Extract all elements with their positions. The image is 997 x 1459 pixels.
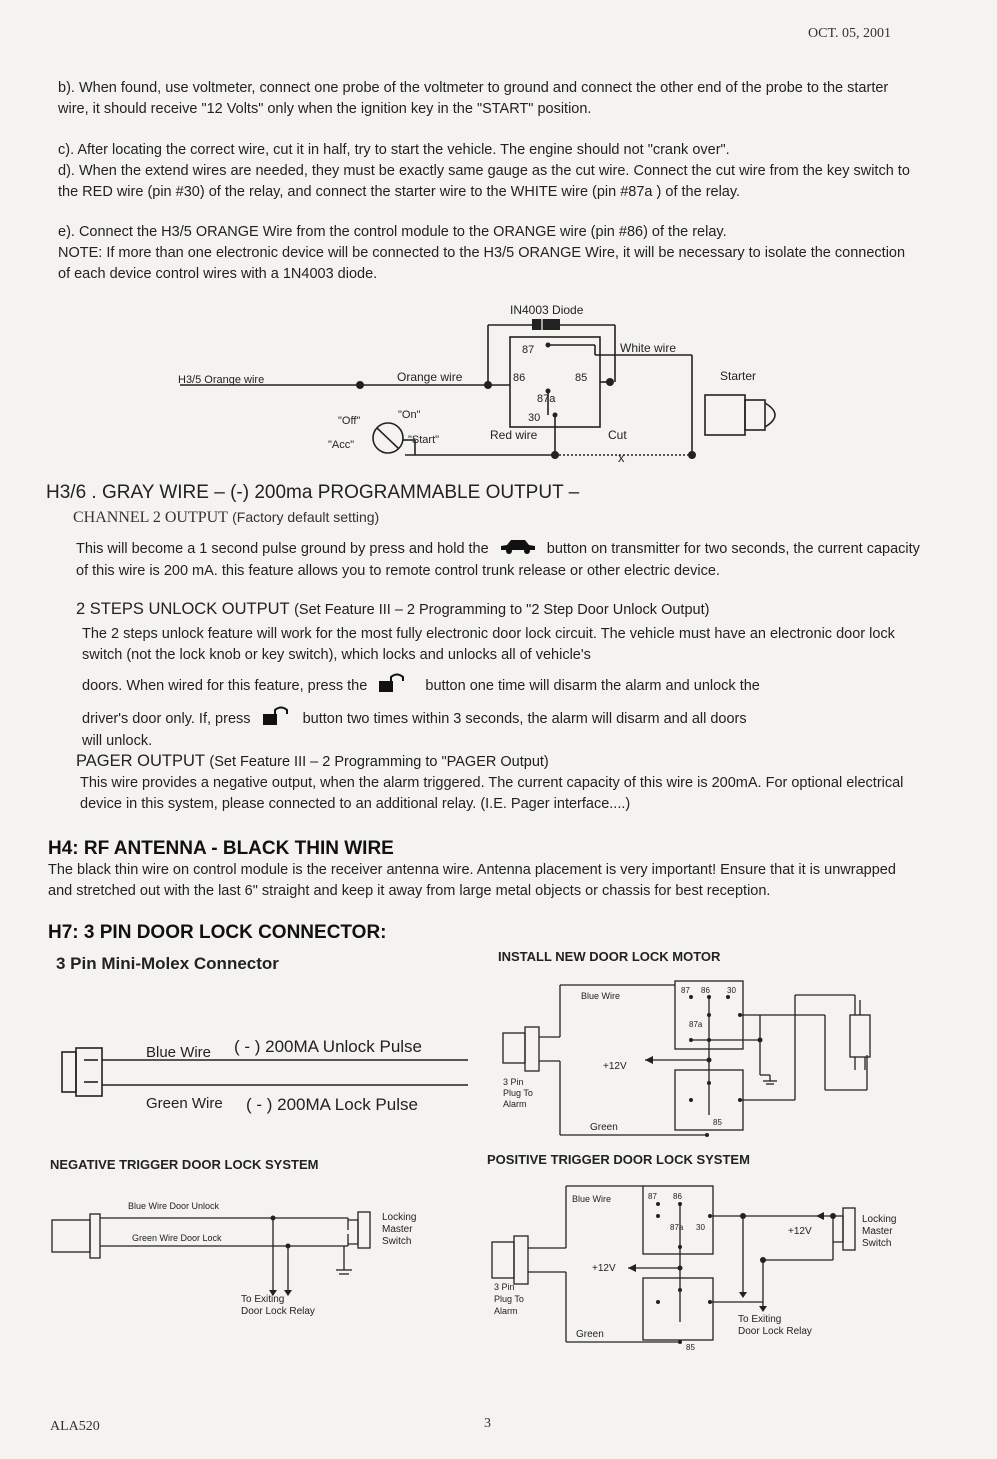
h35-wire-label: H3/5 Orange wire xyxy=(178,374,265,386)
pin-87-label: 87 xyxy=(522,344,535,356)
step-c: c). After locating the correct wire, cut it in half, try to start the vehicle. The engine should not "crank over". xyxy=(58,142,730,158)
negative-trigger-title: NEGATIVE TRIGGER DOOR LOCK SYSTEM xyxy=(50,1157,319,1172)
molex-connector-diagram xyxy=(58,1030,478,1125)
white-wire-label: White wire xyxy=(620,341,677,355)
starter-label: Starter xyxy=(720,369,757,383)
motor-p30-label: 30 xyxy=(727,986,736,995)
pin-87a-label: 87a xyxy=(537,393,556,405)
motor-plug-line3: Alarm xyxy=(503,1099,527,1109)
neg-relay-line2: Door Lock Relay xyxy=(241,1306,315,1317)
negative-trigger-diagram xyxy=(48,1190,448,1325)
motor-p87-label: 87 xyxy=(681,986,690,995)
step-b: b). When found, use voltmeter, connect one probe of the voltmeter to ground and connect the other end of the probe to the starter wire, it should receive "12 Volts" only when the ignition key in the "START" position. xyxy=(58,80,889,117)
step-e: e). Connect the H3/5 ORANGE Wire from the control module to the ORANGE wire (pin #86) of the relay. xyxy=(58,224,727,240)
h36-title: H3/6 . GRAY WIRE – (-) 200ma PROGRAMMABLE OUTPUT – xyxy=(46,482,580,503)
pos-relay-line2: Door Lock Relay xyxy=(738,1326,812,1337)
unlock-desc1: The 2 steps unlock feature will work for the most fully electronic door lock circuit. The vehicle must have an electronic door lock switch (not the lock knob or key switch), which locks and unlocks all of vehicle's xyxy=(82,626,895,663)
pos-plug-line2: Plug To xyxy=(494,1294,524,1304)
h7-title: H7: 3 PIN DOOR LOCK CONNECTOR: xyxy=(48,922,387,943)
model-number: ALA520 xyxy=(50,1419,100,1434)
pos-relay-line1: To Exiting xyxy=(738,1314,782,1325)
motor-plus12-label: +12V xyxy=(603,1061,627,1072)
h4-desc: The black thin wire on control module is the receiver antenna wire. Antenna placement is very important! Ensure that it is unwrapped and stretched out with the last 6" straight and keep it away from large metal objects or chassis for best reception. xyxy=(48,862,896,899)
h36-description xyxy=(76,538,923,581)
pos-p87a-label: 87a xyxy=(670,1223,684,1232)
motor-plug-line1: 3 Pin xyxy=(503,1077,524,1087)
neg-switch-line2: Master xyxy=(382,1224,413,1235)
pos-blue-label: Blue Wire xyxy=(572,1194,612,1204)
car-icon xyxy=(499,538,537,561)
unlock-desc2: doors. When wired for this feature, press the button one time will disarm the alarm and unlock the xyxy=(82,673,924,700)
molex-blue-pulse-label: ( - ) 200MA Unlock Pulse xyxy=(234,1037,423,1056)
motor-plug-line2: Plug To xyxy=(503,1088,533,1098)
unlock-desc3: driver's door only. If, press button two times within 3 seconds, the alarm will disarm and all doors xyxy=(82,706,924,733)
neg-green-label: Green Wire Door Lock xyxy=(132,1233,222,1243)
pin-85-label: 85 xyxy=(575,372,588,384)
molex-green-wire-label: Green Wire xyxy=(146,1095,223,1112)
neg-relay-line1: To Exiting xyxy=(241,1294,285,1305)
pos-p87-label: 87 xyxy=(648,1192,657,1201)
orange-wire-label: Orange wire xyxy=(397,370,463,384)
red-wire-label: Red wire xyxy=(490,428,538,442)
unlock-feature: (Set Feature III – 2 Programming to "2 Step Door Unlock Output) xyxy=(294,602,710,618)
acc-label: "Acc" xyxy=(328,439,355,451)
h4-title: H4: RF ANTENNA - BLACK THIN WIRE xyxy=(48,838,394,859)
document-date: OCT. 05, 2001 xyxy=(808,26,891,41)
on-label: "On" xyxy=(398,409,421,421)
motor-blue-wire-label: Blue Wire xyxy=(581,991,621,1001)
pos-p85-label: 85 xyxy=(686,1343,695,1352)
unlock-title: 2 STEPS UNLOCK OUTPUT xyxy=(76,600,290,618)
pos-switch-line2: Master xyxy=(862,1226,893,1237)
pos-plug-line3: Alarm xyxy=(494,1306,518,1316)
molex-green-pulse-label: ( - ) 200MA Lock Pulse xyxy=(246,1095,418,1114)
h36-subtitle: CHANNEL 2 OUTPUT xyxy=(73,509,228,526)
pos-plus12-switch-label: +12V xyxy=(788,1226,812,1237)
positive-trigger-diagram xyxy=(488,1182,913,1357)
install-motor-title: INSTALL NEW DOOR LOCK MOTOR xyxy=(498,949,721,964)
neg-switch-line1: Locking xyxy=(382,1212,417,1223)
svg-text:x: x xyxy=(618,450,625,465)
neg-blue-label: Blue Wire Door Unlock xyxy=(128,1201,220,1211)
cut-label: Cut xyxy=(608,428,627,442)
pin-30-label: 30 xyxy=(528,412,541,424)
pos-p30-label: 30 xyxy=(696,1223,705,1232)
pos-plug-line1: 3 Pin xyxy=(494,1282,515,1292)
positive-trigger-title: POSITIVE TRIGGER DOOR LOCK SYSTEM xyxy=(487,1152,750,1167)
pos-switch-line1: Locking xyxy=(862,1214,897,1225)
motor-p87a-label: 87a xyxy=(689,1020,703,1029)
pager-feature: (Set Feature III – 2 Programming to "PAGER Output) xyxy=(209,754,549,770)
start-label: "Start" xyxy=(408,434,440,446)
diode-label: IN4003 Diode xyxy=(510,303,584,317)
motor-p85-label: 85 xyxy=(713,1118,722,1127)
h36-desc-before: This will become a 1 second pulse ground by press and hold the xyxy=(76,541,489,558)
page-number: 3 xyxy=(484,1416,491,1431)
off-label: "Off" xyxy=(338,415,361,427)
neg-switch-line3: Switch xyxy=(382,1236,412,1247)
step-d: d). When the extend wires are needed, they must be exactly same gauge as the cut wire. Connect the cut wire from the key switch to the RED wire (pin #30) of the relay, and connect the starter wire to the WHITE wire (pin #87a ) of the relay. xyxy=(58,163,910,200)
unlock-padlock-icon xyxy=(261,706,293,733)
h36-desc-after: button on transmitter for two seconds, the current capacity of this wire is 200 mA. this feature allows you to remote control trunk release or other electric device. xyxy=(76,541,920,579)
pos-p86-label: 86 xyxy=(673,1192,682,1201)
molex-connector-title: 3 Pin Mini-Molex Connector xyxy=(56,954,279,973)
pos-switch-line3: Switch xyxy=(862,1238,892,1249)
motor-green-label: Green xyxy=(590,1122,618,1133)
unlock-padlock-icon xyxy=(377,673,409,700)
note: NOTE: If more than one electronic device will be connected to the H3/5 ORANGE Wire, it will be necessary to isolate the connection of each device control wires with a 1N4003 diode. xyxy=(58,245,906,282)
pos-green-label: Green xyxy=(576,1329,604,1340)
pager-title: PAGER OUTPUT xyxy=(76,752,205,770)
starter-relay-diagram xyxy=(170,295,810,470)
molex-blue-wire-label: Blue Wire xyxy=(146,1044,212,1061)
door-lock-motor-diagram xyxy=(495,975,905,1150)
unlock-desc4: will unlock. xyxy=(82,733,153,749)
pin-86-label: 86 xyxy=(513,372,526,384)
motor-p86-label: 86 xyxy=(701,986,710,995)
pos-plus12-label: +12V xyxy=(592,1263,616,1274)
pager-desc: This wire provides a negative output, when the alarm triggered. The current capacity of this wire is 200mA. For optional electrical device in this system, please connected to an additional relay. (I.E. Pager interface....) xyxy=(80,775,904,812)
h36-subtitle-note: (Factory default setting) xyxy=(232,509,380,525)
